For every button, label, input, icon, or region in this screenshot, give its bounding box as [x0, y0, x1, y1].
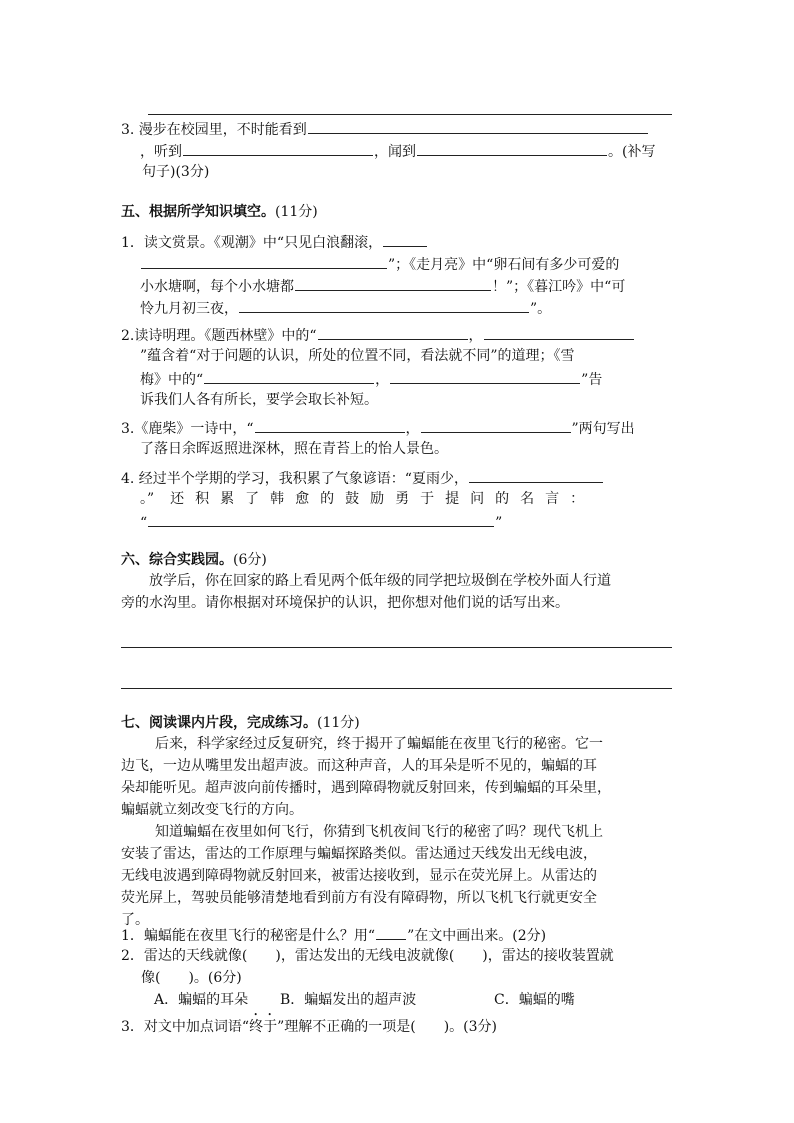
answer-line[interactable] — [121, 647, 672, 648]
passage-line: 边飞，一边从嘴里发出超声波。而这种声音，人的耳朵是听不见的，蝙蝠的耳 — [121, 758, 597, 774]
blank[interactable] — [484, 324, 634, 340]
option-b[interactable]: B．蝙蝠发出的超声波 — [280, 992, 417, 1008]
s5-item4-line2: 。” 还积累了韩愈的鼓励勇于提问的名言： — [140, 491, 596, 507]
blank[interactable] — [421, 417, 571, 433]
s5-item2-line1: 2.读诗明理。《题西林壁》中的“ ， — [121, 324, 635, 344]
passage-line: 无线电波遇到障碍物就反射回来，被雷达接收到，显示在荧光屏上。从雷达的 — [121, 868, 597, 884]
passage-line: 安装了雷达，雷达的工作原理与蝙蝠探路类似。雷达通过天线发出无线电波， — [121, 846, 597, 862]
blank[interactable] — [239, 297, 529, 313]
option-c[interactable]: C．蝙蝠的嘴 — [494, 992, 575, 1008]
blank[interactable] — [318, 324, 468, 340]
s5-item1-line4: 怜九月初三夜， ”。 — [140, 297, 551, 317]
blank[interactable] — [383, 231, 427, 247]
answer-line[interactable] — [121, 688, 672, 689]
passage-line: 后来，科学家经过反复研究，终于揭开了蝙蝠能在夜里飞行的秘密。它一 — [155, 736, 603, 752]
s5-item1-line1: 1．读文赏景。《观潮》中“只见白浪翻滚， — [121, 231, 428, 251]
s7-question-3: 3．对文中加点词语“终于”理解不正确的一项是( )。(3分) — [121, 1019, 497, 1035]
blank[interactable] — [255, 417, 405, 433]
section-6-heading: 六、综合实践园。(6分) — [121, 552, 267, 568]
blank — [376, 924, 406, 940]
passage-line: 了。 — [121, 912, 149, 928]
s5-item3-line1: 3.《鹿柴》一诗中，“ ， ”两句写出 — [121, 417, 635, 437]
section-5-heading: 五、根据所学知识填空。(11分) — [121, 204, 318, 220]
blank[interactable] — [417, 140, 607, 156]
blank[interactable] — [204, 368, 374, 384]
question-3-line-3: 句子)(3分) — [142, 164, 210, 180]
s5-item2-line3: 梅》中的“ ， ”告 — [140, 368, 602, 388]
blank[interactable] — [308, 118, 648, 134]
passage-line: 荧光屏上，驾驶员能够清楚地看到前方有没有障碍物，所以飞机飞行就更安全 — [121, 890, 597, 906]
s5-item2-line4: 诉我们人各有所长，要学会取长补短。 — [140, 392, 378, 408]
answer-line — [148, 114, 672, 115]
blank[interactable] — [390, 368, 580, 384]
section-7-heading: 七、阅读课内片段，完成练习。(11分) — [121, 715, 360, 731]
s7-question-1: 1．蝙蝠能在夜里飞行的秘密是什么？用“ ”在文中画出来。(2分) — [121, 924, 546, 944]
s7-question-2-line2: 像( )。(6分) — [141, 970, 242, 986]
blank[interactable] — [295, 275, 491, 291]
question-3-line-2: ，听到 ，闻到 。(补写 — [140, 140, 655, 160]
option-a[interactable]: A．蝙蝠的耳朵 — [154, 992, 249, 1008]
blank[interactable] — [183, 140, 373, 156]
section-6-prompt-2: 旁的水沟里。请你根据对环境保护的认识，把你想对他们说的话写出来。 — [121, 595, 569, 611]
passage-line: 朵却能听见。超声波向前传播时，遇到障碍物就反射回来，传到蝙蝠的耳朵里， — [121, 780, 611, 796]
section-6-prompt-1: 放学后，你在回家的路上看见两个低年级的同学把垃圾倒在学校外面人行道 — [149, 573, 611, 589]
s5-item4-line3: “ ” — [140, 511, 502, 531]
blank[interactable] — [141, 253, 387, 269]
passage-line: 知道蝙蝠在夜里如何飞行，你猜到飞机夜间飞行的秘密了吗？现代飞机上 — [155, 824, 603, 840]
blank[interactable] — [469, 467, 603, 483]
s5-item2-line2: ”蕴含着“对于问题的认识，所处的位置不同，看法就不同”的道理；《雪 — [140, 348, 575, 364]
s7-question-2-line1: 2．雷达的天线就像( )，雷达发出的无线电波就像( )，雷达的接收装置就 — [121, 948, 614, 964]
s5-item3-line2: 了落日余晖返照进深林，照在青苔上的怡人景色。 — [140, 441, 448, 457]
passage-line: 蝙蝠就立刻改变飞行的方向。 — [121, 802, 303, 818]
s5-item1-line3: 小水塘啊，每个小水塘都 ！”；《暮江吟》中“可 — [140, 275, 625, 295]
question-3-line-1: 3. 漫步在校园里，不时能看到 — [121, 118, 649, 138]
s5-item1-line2: ”；《走月亮》中“卵石间有多少可爱的 — [140, 253, 619, 273]
s5-item4-line1: 4. 经过半个学期的学习，我积累了气象谚语：“夏雨少， — [121, 467, 604, 487]
dotted-word: 终于 — [249, 1019, 278, 1035]
blank[interactable] — [148, 511, 494, 527]
